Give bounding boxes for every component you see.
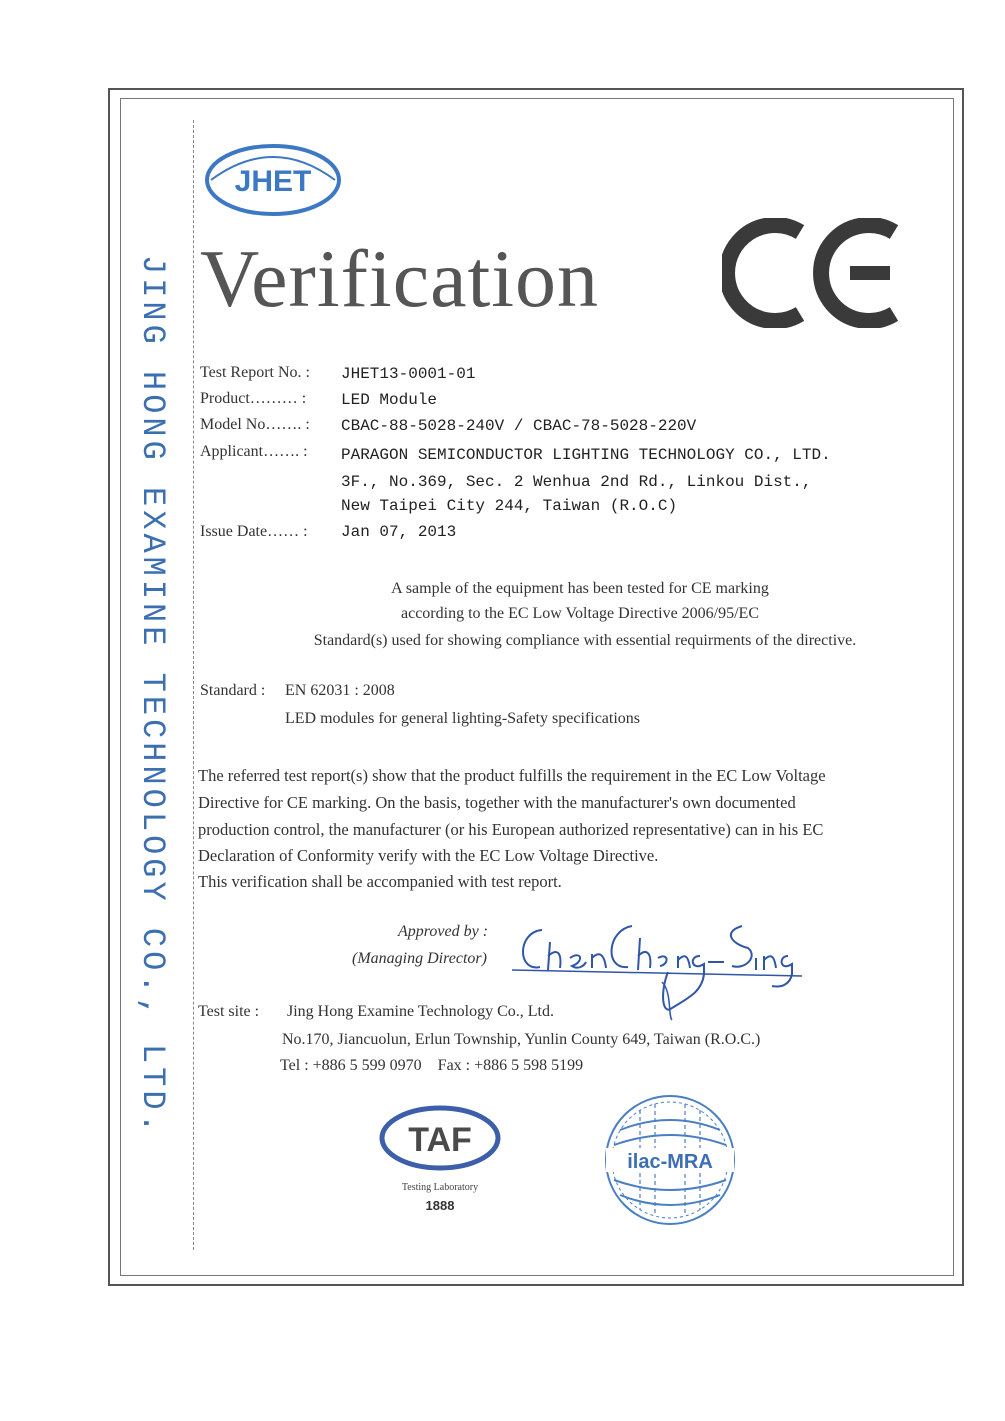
ilac-mra-logo — [600, 1090, 740, 1230]
approved-by-label: Approved by : — [398, 923, 489, 940]
applicant-value: PARAGON SEMICONDUCTOR LIGHTING TECHNOLOGY CO., LTD. — [341, 446, 831, 464]
standard-label: Standard : — [200, 682, 266, 699]
approver-role: (Managing Director) — [352, 950, 487, 967]
jhet-logo — [203, 140, 343, 220]
body-line: Declaration of Conformity verify with the EC Low Voltage Directive. — [198, 846, 659, 865]
svg-text:1888: 1888 — [425, 1198, 455, 1213]
body-line: The referred test report(s) show that the product fulfills the requirement in the EC Low Voltage — [198, 766, 826, 785]
body-line: Directive for CE marking. On the basis, together with the manufacturer's own documented — [198, 793, 796, 812]
svg-text:TAF: TAF — [408, 1121, 472, 1159]
standard-value: EN 62031 : 2008 — [285, 682, 395, 699]
applicant-address-line: New Taipei City 244, Taiwan (R.O.C) — [341, 497, 678, 515]
product-value: LED Module — [341, 391, 438, 409]
report-no-label: Test Report No. : — [200, 364, 310, 381]
applicant-address-line: 3F., No.369, Sec. 2 Wenhua 2nd Rd., Linkou Dist., — [341, 473, 812, 491]
taf-logo — [370, 1100, 510, 1220]
document-title: Verification — [200, 233, 600, 324]
signature — [512, 912, 812, 1022]
statement-line: A sample of the equipment has been tested for CE marking — [391, 580, 769, 597]
model-label: Model No……. : — [200, 416, 310, 433]
test-site-name: Jing Hong Examine Technology Co., Ltd. — [287, 1003, 554, 1020]
model-value: CBAC-88-5028-240V / CBAC-78-5028-220V — [341, 417, 697, 435]
report-no-value: JHET13-0001-01 — [341, 365, 476, 383]
ce-mark-icon — [722, 218, 902, 328]
issue-date-value: Jan 07, 2013 — [341, 523, 457, 541]
company-side-text: JING HONG EXAMINE TECHNOLOGY CO., LTD. — [134, 255, 171, 1137]
test-site-label: Test site : — [198, 1003, 260, 1020]
svg-text:ilac-MRA: ilac-MRA — [627, 1151, 713, 1173]
product-label: Product……… : — [200, 390, 307, 407]
statement-line: Standard(s) used for showing compliance with essential requirments of the directive. — [313, 632, 857, 649]
test-site-contact: Tel : +886 5 599 0970 Fax : +886 5 598 5199 — [280, 1057, 584, 1074]
standard-description: LED modules for general lighting-Safety specifications — [285, 710, 641, 727]
test-site-address: No.170, Jiancuolun, Erlun Township, Yunlin County 649, Taiwan (R.O.C.) — [282, 1031, 761, 1048]
body-line: This verification shall be accompanied with test report. — [198, 872, 562, 891]
issue-date-label: Issue Date…… : — [200, 523, 308, 540]
side-divider — [193, 120, 195, 1250]
svg-text:JHET: JHET — [234, 165, 312, 198]
statement-line: according to the EC Low Voltage Directive 2006/95/EC — [401, 605, 759, 622]
body-line: production control, the manufacturer (or his European authorized representative) can in his EC — [198, 820, 824, 839]
applicant-label: Applicant……. : — [200, 443, 308, 460]
svg-text:Testing Laboratory: Testing Laboratory — [401, 1182, 479, 1193]
